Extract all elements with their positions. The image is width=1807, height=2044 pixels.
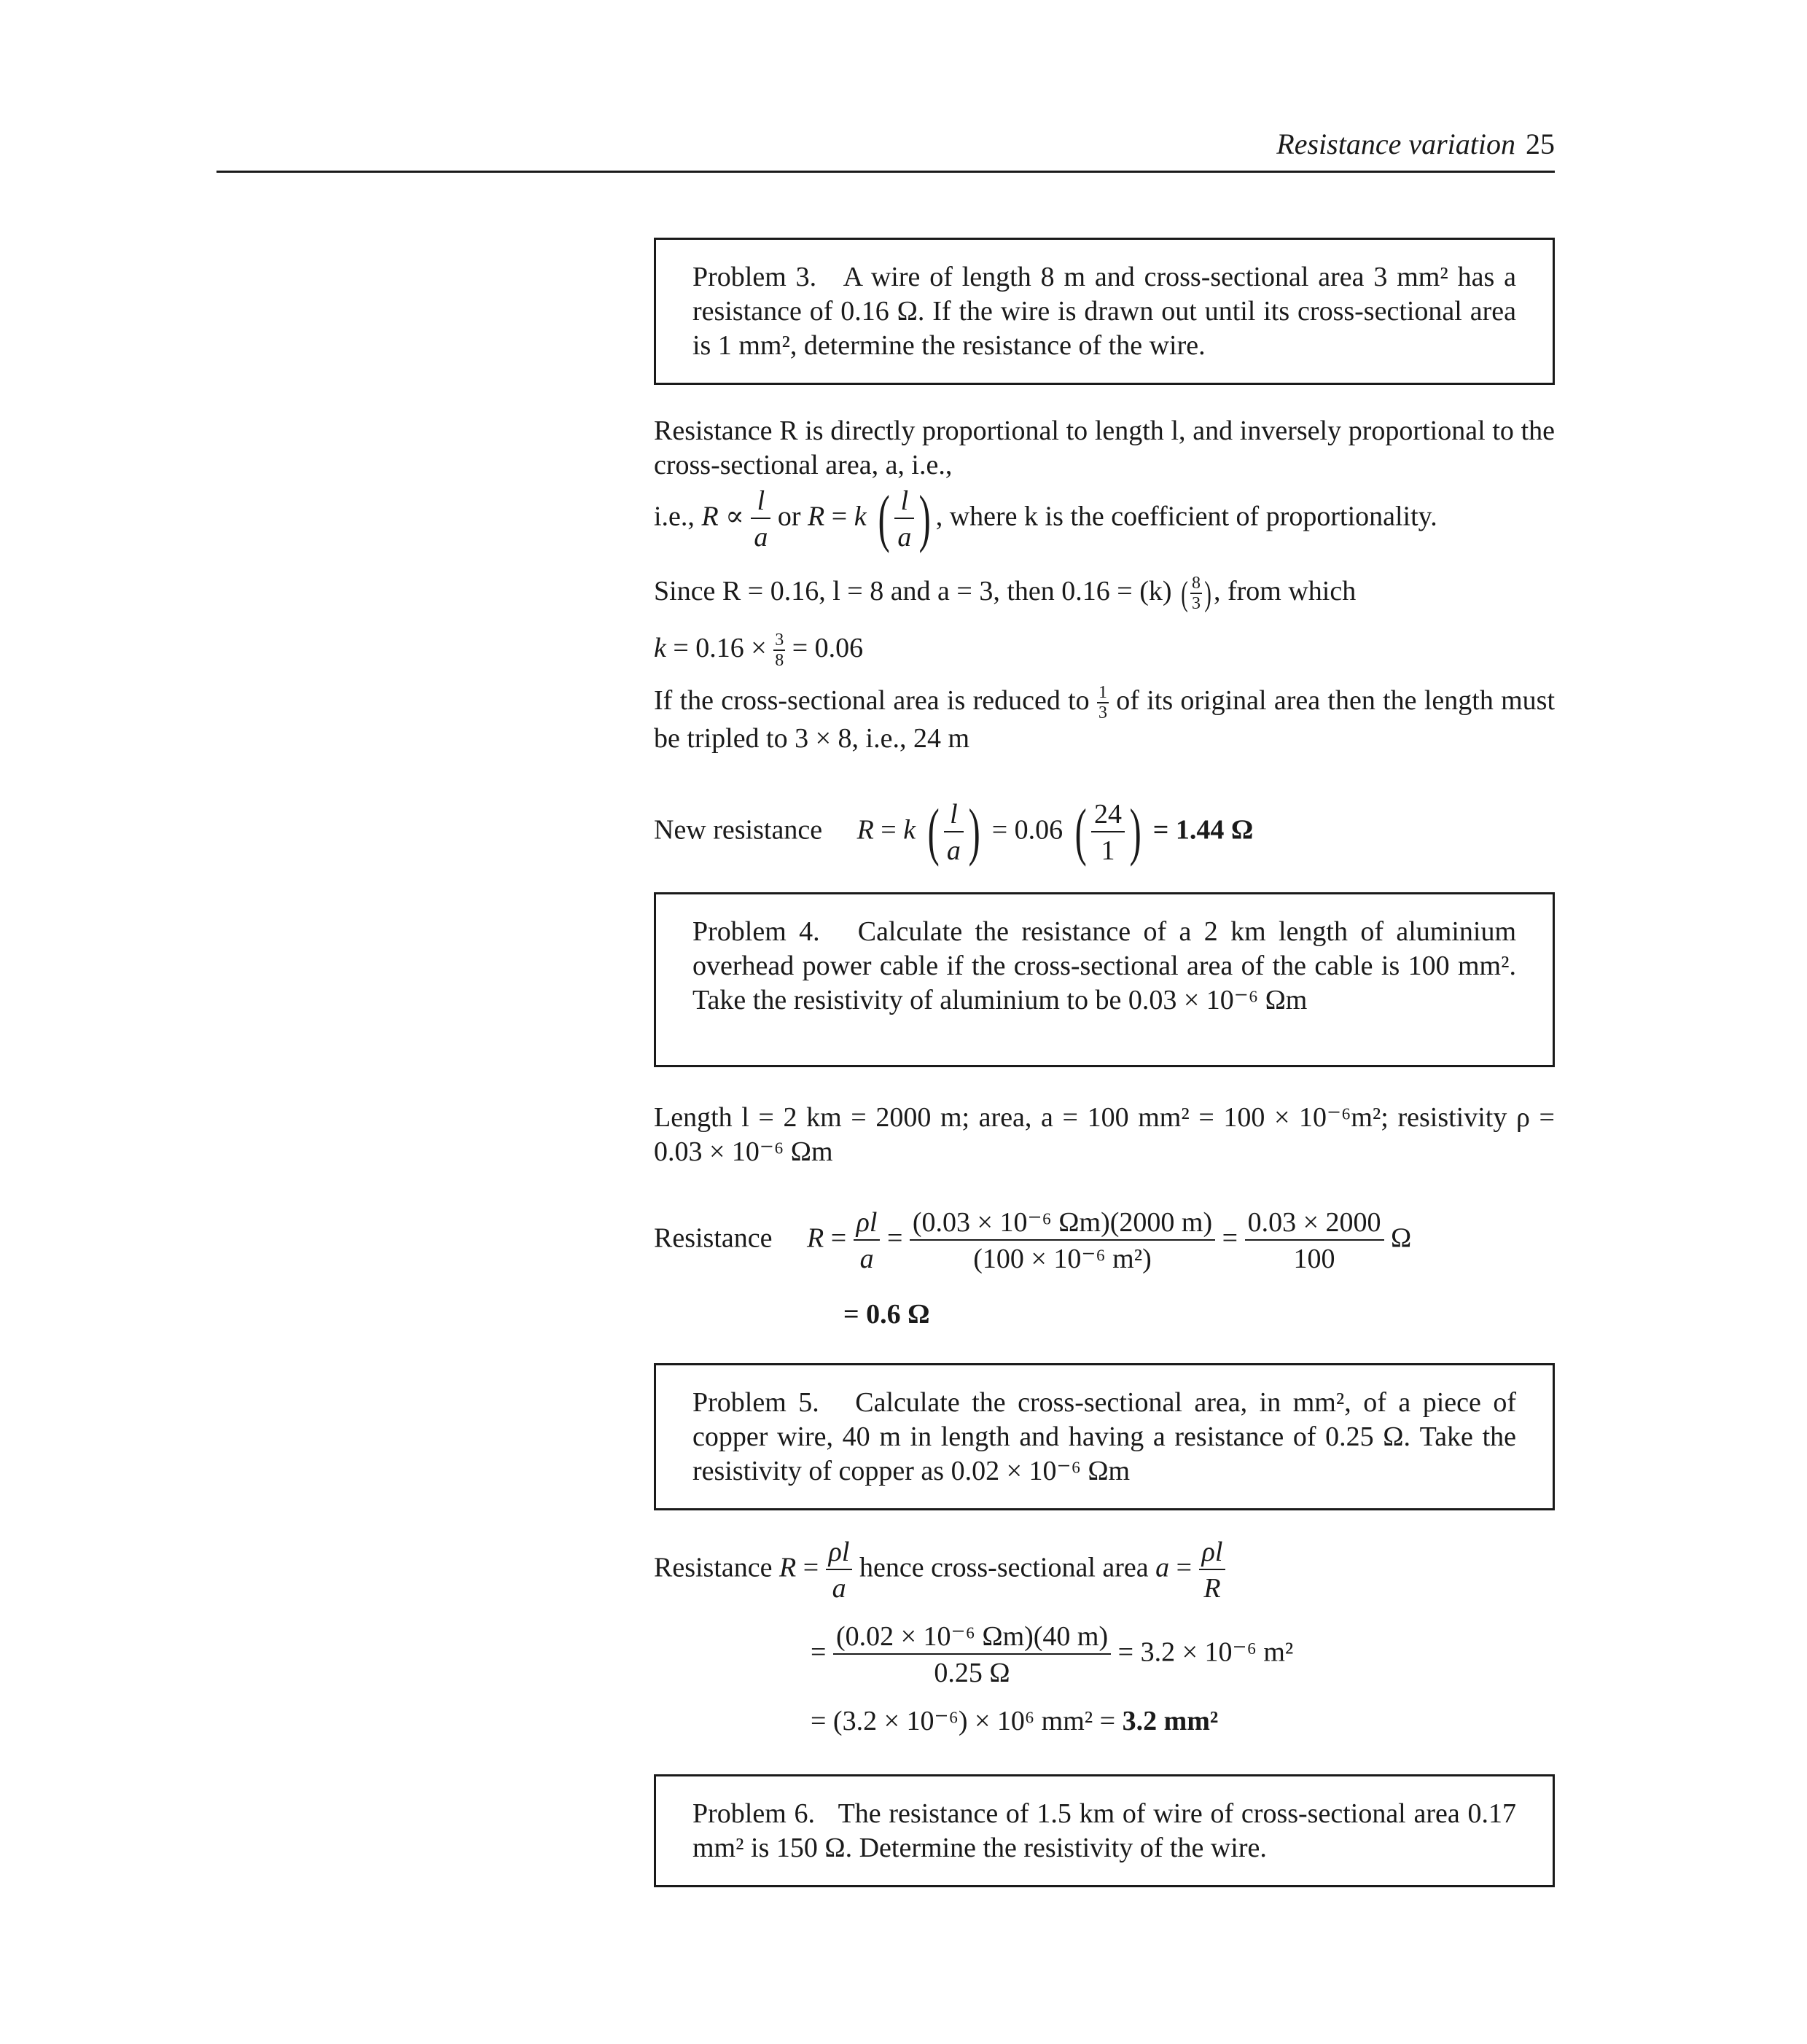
problem-5-box <box>654 1363 1555 1510</box>
problem-5-text: Calculate the cross-sectional area, in mm², of a piece of copper wire, 40 m in length and having a resistance of 0.25 Ω. Take the resistivity of copper as 0.02 × 10⁻⁶ Ωm <box>692 1387 1516 1486</box>
header-rule <box>216 171 1555 173</box>
running-head <box>1276 127 1555 161</box>
from-which-text: , from which <box>1213 576 1357 606</box>
frac5-result: = 3.2 × 10⁻⁶ m² <box>1117 1637 1294 1668</box>
problem-3-text: A wire of length 8 m and cross-sectional area 3 mm² has a resistance of 0.16 Ω. If the wire is drawn out until its cross-sectional area is 1 mm², determine the resistance of the wire. <box>692 262 1516 361</box>
resistance-label-4: Resistance <box>654 1222 773 1254</box>
result-0-6-text: = 0.6 Ω <box>843 1299 930 1330</box>
new-resistance-label: New resistance <box>654 814 823 846</box>
solution-4-given <box>654 1101 1555 1169</box>
proportionality-equation: i.e., R ∝ $\frac{l}{a}$ or R = k ( $\frac{l}{a}$ ) , where k is the coefficient of proportionality. <box>654 483 1437 554</box>
final-line-text: = (3.2 × 10⁻⁶) × 10⁶ mm² = <box>811 1706 1116 1736</box>
problem-4-label: Problem 4. <box>692 916 820 947</box>
running-head-title: Resistance variation <box>1276 128 1515 160</box>
hence-text: hence cross-sectional area <box>859 1552 1149 1583</box>
k-equation: k = 0.16 × $\frac{3}{8}$ = 0.06 <box>654 631 864 671</box>
problem-6-box <box>654 1774 1555 1887</box>
problem-6-label: Problem 6. <box>692 1798 816 1829</box>
unit-ohm: Ω <box>1391 1222 1412 1254</box>
frac5-num: (0.02 × 10⁻⁶ Ωm)(40 m) <box>833 1623 1111 1655</box>
area-calc-5: = $\frac{\text{(0.02 × 10⁻⁶ Ωm)(40 m)}}{0.25 \Omega}$ = 3.2 × 10⁻⁶ m² <box>811 1621 1294 1688</box>
frac3-den: 100 <box>1293 1244 1335 1274</box>
solution-3-line1: Resistance R is directly proportional to length l, and inversely proportional to the cross-sectional area, a, i.e., <box>654 416 1555 480</box>
solution-3-intro <box>654 414 1555 483</box>
problem-3-box <box>654 238 1555 385</box>
since-equation: Since R = 0.16, l = 8 and a = 3, then 0.16 = (k) ( $\frac{8}{3}$ ), from which <box>654 574 1357 614</box>
reduced-rest-text: of its original area then the length must be tripled to 3 × 8, i.e., 24 m <box>654 685 1556 754</box>
since-text: Since R = 0.16, l = 8 and a = 3, then 0.16 = (k) <box>654 576 1172 606</box>
final-result-5: 3.2 mm² <box>1122 1706 1219 1736</box>
where-k-text: , where k is the coefficient of proportionality. <box>935 501 1437 532</box>
given-text: Length l = 2 km = 2000 m; area, a = 100 mm² = 100 × 10⁻⁶m²; resistivity ρ = 0.03 × 10⁻⁶ Ωm <box>654 1102 1555 1167</box>
resistance-equation-5: Resistance R = $\frac{\rho l}{a}$ hence cross-sectional area a = $\frac{\rho l}{R}$ <box>654 1538 1225 1602</box>
new-mid-text: = 0.06 <box>991 814 1063 846</box>
result-0-6 <box>843 1298 930 1332</box>
page-number: 25 <box>1526 128 1555 160</box>
new-resistance-equation: New resistance R = k ( $\frac{l}{a}$ ) = 0.06 ( $\frac{24}{1}$ ) = 1.44 Ω <box>654 797 1254 867</box>
final-line-5 <box>811 1704 1218 1739</box>
frac5-den: 0.25 Ω <box>934 1658 1010 1688</box>
problem-6-text: The resistance of 1.5 km of wire of cross-sectional area 0.17 mm² is 150 Ω. Determine the resistivity of the wire. <box>692 1798 1516 1863</box>
frac2-num: (0.03 × 10⁻⁶ Ωm)(2000 m) <box>910 1209 1215 1241</box>
reduced-paragraph: If the cross-sectional area is reduced to $\frac{1}{3}$ of its original area then the length must be tripled to 3 × 8, i.e., 24 m <box>654 683 1556 754</box>
problem-5-label: Problem 5. <box>692 1387 819 1418</box>
resistance-equation-4: Resistance R = $\frac{\rho l}{a}$ = $\frac{\text{(0.03 × 10⁻⁶ Ωm)(2000 m)}}{\text{(100 × 10⁻⁶ m²)}}$ = $\frac{0.03 \times 2000}{100}$ Ω <box>654 1207 1412 1274</box>
problem-4-text: Calculate the resistance of a 2 km length of aluminium overhead power cable if the cross-sectional area of the cable is 100 mm². Take the resistivity of aluminium to be 0.03 × 10⁻⁶ Ωm <box>692 916 1517 1015</box>
reduced-text: If the cross-sectional area is reduced to <box>654 685 1090 716</box>
frac2-den: (100 × 10⁻⁶ m²) <box>973 1244 1152 1274</box>
result-1-44: = 1.44 Ω <box>1152 814 1254 846</box>
problem-4-box <box>654 892 1555 1067</box>
frac3-num: 0.03 × 2000 <box>1245 1209 1384 1241</box>
problem-3-label: Problem 3. <box>692 262 817 292</box>
k-value: = 0.06 <box>792 633 864 663</box>
